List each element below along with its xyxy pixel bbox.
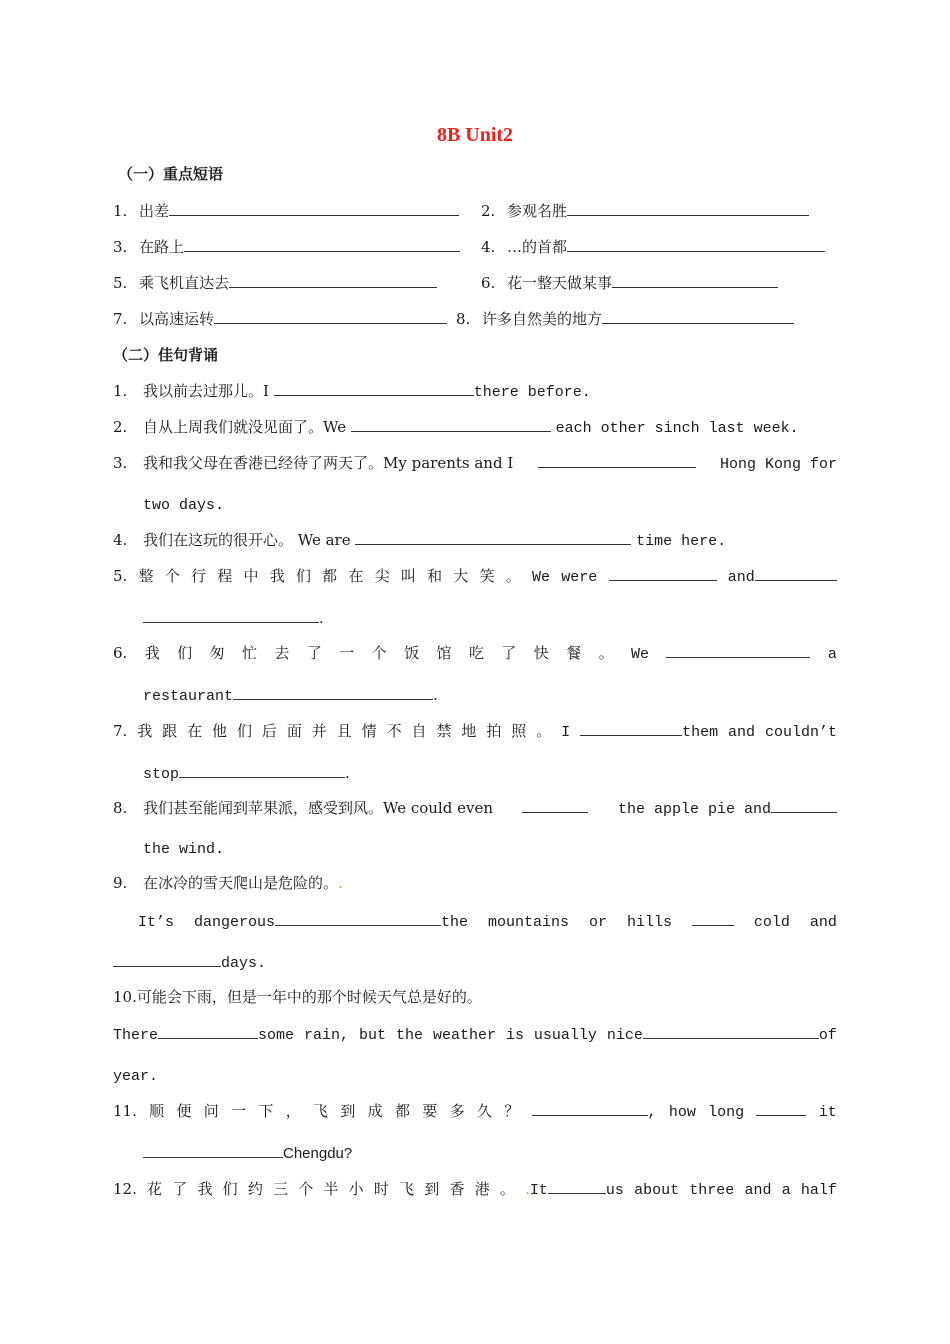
answer-blank[interactable] xyxy=(548,1178,606,1194)
sentence-9-english: It’s dangerous the mountains or hills cold and xyxy=(138,910,837,933)
phrase-item: 6. 花一整天做某事 xyxy=(481,272,778,293)
answer-blank[interactable] xyxy=(567,200,809,216)
answer-blank[interactable] xyxy=(692,910,734,926)
phrase-item: 8. 许多自然美的地方 xyxy=(456,308,794,329)
phrase-item: 4. …的首都 xyxy=(481,236,825,257)
sentence-8: 8. 我们甚至能闻到苹果派，感受到风。We could even the apple pie and xyxy=(113,797,837,820)
sentence-3: 3. 我和我父母在香港已经待了两天了。My parents and I Hong Kong for xyxy=(113,454,837,473)
answer-blank[interactable] xyxy=(351,416,551,432)
page-title: 8B Unit2 xyxy=(436,124,514,146)
phrase-item: 7. 以高速运转 xyxy=(113,308,447,329)
answer-blank[interactable] xyxy=(169,200,459,216)
sentence-7: 7. 我 跟 在 他 们 后 面 并 且 情 不 自 禁 地 拍 照 。 I them and couldn’t xyxy=(113,722,837,741)
sentence-2: 2. 自从上周我们就没见面了。We each other sinch last week. xyxy=(113,418,799,437)
answer-blank[interactable] xyxy=(602,308,794,324)
answer-blank[interactable] xyxy=(143,607,319,623)
sentence-5-continued: . xyxy=(113,607,837,628)
sentence-6-continued: restaurant . xyxy=(143,686,438,705)
answer-blank[interactable] xyxy=(532,1100,648,1116)
stray-mark: . xyxy=(525,1180,530,1198)
answer-blank[interactable] xyxy=(179,762,345,778)
answer-blank[interactable] xyxy=(643,1023,819,1039)
sentence-12: 12. 花 了 我 们 约 三 个 半 小 时 飞 到 香 港 。 .It us about three and a half xyxy=(113,1180,837,1199)
sentence-11: 11. 顺 便 问 一 下 ， 飞 到 成 都 要 多 久 ？ , how long it xyxy=(113,1102,837,1121)
sentence-1: 1. 我以前去过那儿。I there before. xyxy=(113,382,591,401)
sentence-6: 6. 我 们 匆 忙 去 了 一 个 饭 馆 吃 了 快 餐 。 We a xyxy=(113,644,837,663)
stray-mark: . xyxy=(338,874,343,892)
answer-blank[interactable] xyxy=(580,720,682,736)
sentence-10: 10.可能会下雨，但是一年中的那个时候天气总是好的。 xyxy=(113,988,482,1006)
sentence-11-continued: Chengdu? xyxy=(113,1142,837,1164)
answer-blank[interactable] xyxy=(355,529,631,545)
section-heading-sentences: （二）佳句背诵 xyxy=(113,346,219,364)
answer-blank[interactable] xyxy=(233,684,433,700)
answer-blank[interactable] xyxy=(522,797,588,813)
answer-blank[interactable] xyxy=(143,1142,283,1158)
answer-blank[interactable] xyxy=(184,236,460,252)
sentence-9: 9. 在冰冷的雪天爬山是危险的。. xyxy=(113,874,343,892)
answer-blank[interactable] xyxy=(229,272,437,288)
answer-blank[interactable] xyxy=(158,1023,258,1039)
sentence-4: 4. 我们在这玩的很开心。 We are time here. xyxy=(113,531,727,550)
section-heading-phrases: （一）重点短语 xyxy=(118,165,224,183)
phrase-item: 2. 参观名胜 xyxy=(481,200,809,221)
answer-blank[interactable] xyxy=(609,565,717,581)
sentence-8-continued: the wind. xyxy=(143,841,225,858)
answer-blank[interactable] xyxy=(612,272,778,288)
sentence-10-continued: year. xyxy=(113,1068,159,1085)
sentence-10-english: There some rain, but the weather is usually nice of xyxy=(113,1023,837,1046)
answer-blank[interactable] xyxy=(214,308,447,324)
answer-blank[interactable] xyxy=(274,380,474,396)
sentence-9-continued: days. xyxy=(113,951,837,974)
phrase-item: 5. 乘飞机直达去 xyxy=(113,272,437,293)
sentence-7-continued: stop . xyxy=(143,764,350,783)
answer-blank[interactable] xyxy=(771,797,837,813)
answer-blank[interactable] xyxy=(538,452,696,468)
sentence-3-continued: two days. xyxy=(143,497,225,514)
answer-blank[interactable] xyxy=(756,1100,806,1116)
answer-blank[interactable] xyxy=(113,951,221,967)
answer-blank[interactable] xyxy=(567,236,825,252)
phrase-item: 3. 在路上 xyxy=(113,236,460,257)
phrase-item: 1. 出差 xyxy=(113,200,459,221)
sentence-5: 5. 整 个 行 程 中 我 们 都 在 尖 叫 和 大 笑 。 We were and xyxy=(113,565,837,588)
answer-blank[interactable] xyxy=(666,642,810,658)
answer-blank[interactable] xyxy=(755,565,837,581)
answer-blank[interactable] xyxy=(275,910,441,926)
